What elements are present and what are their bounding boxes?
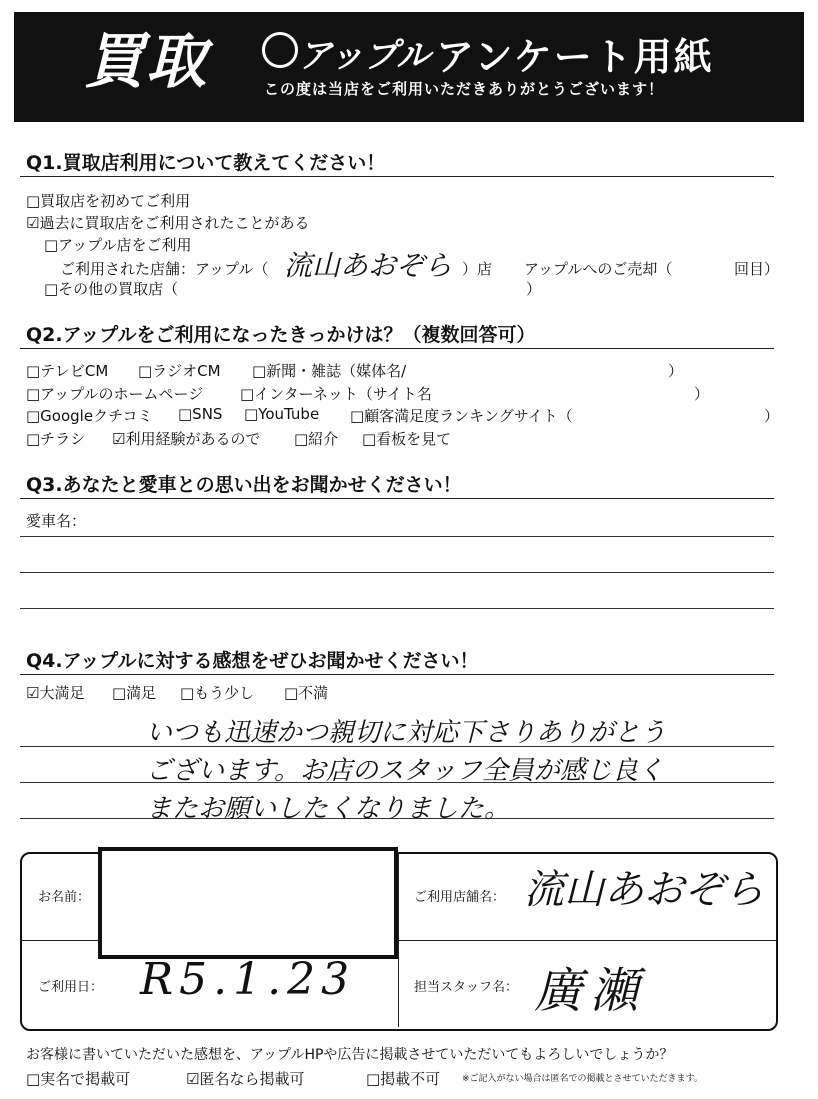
q4-satisfied[interactable]: □満足 — [112, 684, 157, 702]
store-label: ご利用店舗名： — [414, 890, 506, 905]
q1-sales-label: アップルへのご売却（ — [524, 260, 673, 278]
header-subtitle: この度は当店をご利用いただきありがとうございます！ — [264, 80, 665, 98]
header-kaitori: 買取 — [84, 27, 208, 97]
staff-value[interactable]: 廣瀬 — [534, 963, 647, 1019]
q2-title: Q2.アップルをご利用になったきっかけは？（複数回答可） — [26, 324, 536, 346]
q1-title: Q1.買取店利用について教えてください！ — [26, 152, 386, 174]
q4-comment-line-1[interactable]: いつも迅速かつ親切に対応下さりありがとう — [146, 718, 667, 748]
q2-internet-close: ） — [694, 385, 710, 403]
q2-rule — [20, 348, 774, 349]
q3-line-3[interactable] — [20, 608, 774, 609]
q4-very-satisfied[interactable]: ☑大満足 — [26, 684, 85, 702]
header-logo-text: アップル — [298, 36, 431, 76]
q2-tv-cm[interactable]: □テレビCM — [26, 362, 109, 380]
date-value[interactable]: R5.1.23 — [140, 954, 356, 1005]
name-label: お名前： — [38, 890, 91, 905]
q4-a-little-more[interactable]: □もう少し — [180, 684, 255, 702]
header-title: アンケート用紙 — [436, 35, 714, 79]
q2-youtube[interactable]: □YouTube — [244, 405, 320, 423]
q2-signboard[interactable]: □看板を見て — [362, 430, 452, 448]
q1-store-suffix: ）店 — [462, 260, 493, 278]
name-redaction-box — [98, 847, 398, 959]
consent-no-publish[interactable]: □掲載不可 — [366, 1070, 441, 1088]
q2-used-before[interactable]: ☑利用経験があるので — [112, 430, 261, 448]
q4-comment-line-3[interactable]: またお願いしたくなりました。 — [146, 794, 511, 824]
store-value[interactable]: 流山あおぞら — [524, 867, 764, 913]
q3-car-label: 愛車名： — [26, 512, 87, 530]
q2-referral[interactable]: □紹介 — [294, 430, 339, 448]
q2-newspaper[interactable]: □新聞・雑誌（媒体名/ — [252, 362, 407, 380]
q1-store-label: ご利用された店舗：アップル（ — [60, 260, 269, 278]
q4-comment-line-2[interactable]: ございます。お店のスタッフ全員が感じ良く — [146, 756, 664, 786]
q1-other-close: ） — [526, 280, 542, 298]
q1-rule — [20, 176, 774, 177]
apple-logo-icon — [262, 32, 298, 68]
q2-internet[interactable]: □インターネット（サイト名 — [240, 385, 432, 403]
date-label: ご利用日： — [38, 980, 104, 995]
q2-sns[interactable]: □SNS — [178, 405, 223, 423]
consent-real-name[interactable]: □実名で掲載可 — [26, 1070, 131, 1088]
q1-sales-suffix: 回目） — [734, 260, 780, 278]
q1-option-first[interactable]: □買取店を初めてご利用 — [26, 192, 191, 210]
q4-title: Q4.アップルに対する感想をぜひお聞かせください！ — [26, 650, 479, 672]
consent-note: ※ご記入がない場合は匿名での掲載とさせていただきます。 — [462, 1074, 703, 1084]
q3-rule — [20, 498, 774, 499]
q2-google-reviews[interactable]: □Googleクチコミ — [26, 407, 153, 425]
q3-title: Q3.あなたと愛車との思い出をお聞かせください！ — [26, 474, 462, 496]
q4-dissatisfied[interactable]: □不満 — [284, 684, 329, 702]
q2-ranking-close: ） — [764, 407, 780, 425]
q3-line-2[interactable] — [20, 572, 774, 573]
q4-rule — [20, 674, 774, 675]
q1-store-value[interactable]: 流山あおぞら — [284, 249, 453, 282]
q1-option-other[interactable]: □その他の買取店（ — [44, 280, 179, 298]
q1-option-past[interactable]: ☑過去に買取店をご利用されたことがある — [26, 214, 310, 232]
q1-option-apple[interactable]: □アップル店をご利用 — [44, 236, 192, 254]
q3-line-1[interactable] — [20, 536, 774, 537]
q2-homepage[interactable]: □アップルのホームページ — [26, 385, 204, 403]
q2-flyer[interactable]: □チラシ — [26, 430, 86, 448]
consent-anonymous[interactable]: ☑匿名なら掲載可 — [186, 1070, 305, 1088]
q2-radio-cm[interactable]: □ラジオCM — [138, 362, 221, 380]
consent-question: お客様に書いていただいた感想を、アップルHPや広告に掲載させていただいてもよろしいでしょうか？ — [26, 1047, 674, 1063]
staff-label: 担当スタッフ名： — [414, 980, 519, 995]
q2-newspaper-close: ） — [668, 362, 684, 380]
q2-ranking-site[interactable]: □顧客満足度ランキングサイト（ — [350, 407, 573, 425]
